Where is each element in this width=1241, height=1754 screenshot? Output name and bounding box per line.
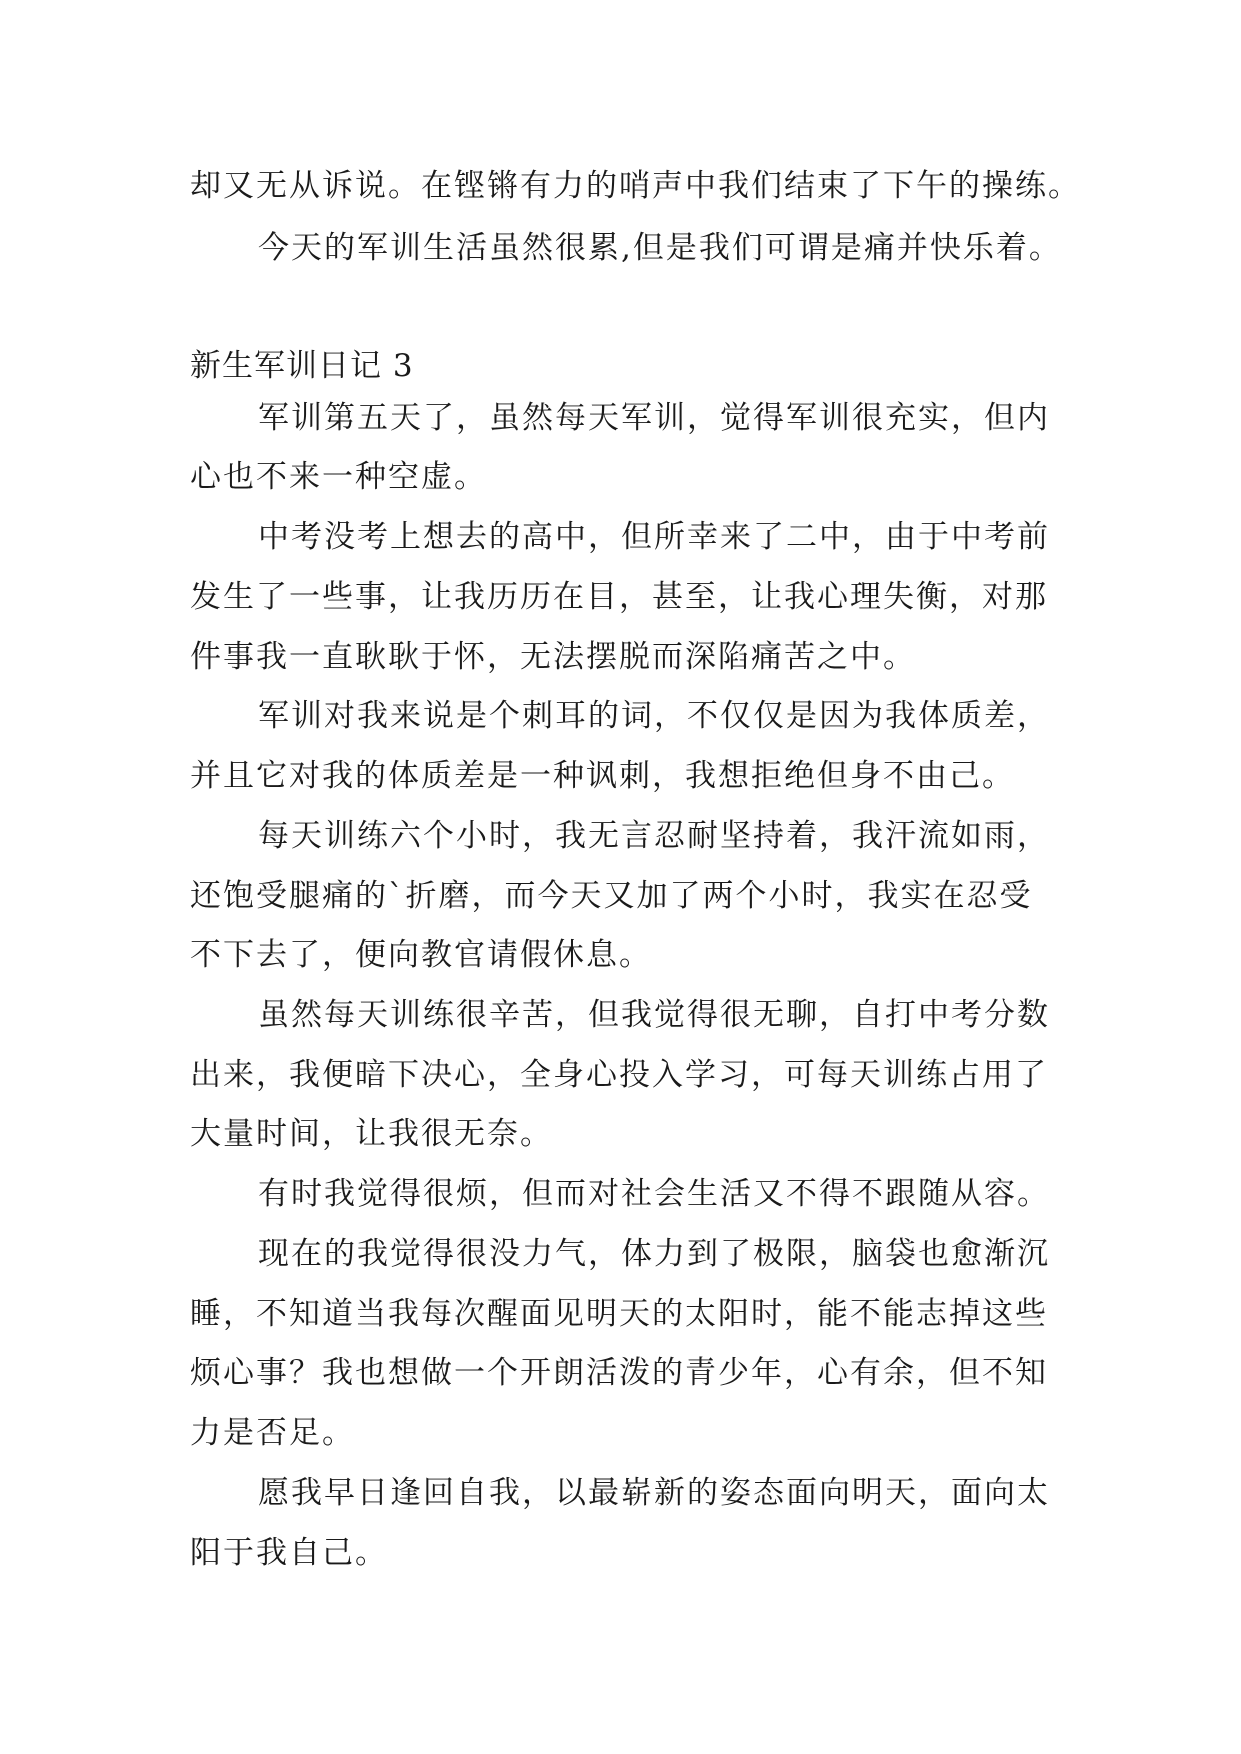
text-line: 力是否足。	[190, 1415, 355, 1451]
text-line: 心也不来一种空虚。	[190, 459, 487, 495]
text-line: 发生了一些事，让我历历在目，甚至，让我心理失衡，对那	[190, 579, 1048, 615]
text-line: 还饱受腿痛的`折磨，而今天又加了两个小时，我实在忍受	[190, 878, 1033, 914]
section-heading: 新生军训日记 3	[190, 348, 414, 384]
text-line: 现在的我觉得很没力气，体力到了极限，脑袋也愈渐沉	[258, 1236, 1050, 1272]
text-line: 却又无从诉说。在铿锵有力的哨声中我们结束了下午的操练。	[190, 168, 1081, 204]
text-line: 虽然每天训练很辛苦，但我觉得很无聊，自打中考分数	[258, 997, 1050, 1033]
text-line: 不下去了，便向教官请假休息。	[190, 937, 652, 973]
text-line: 愿我早日逢回自我，以最崭新的姿态面向明天，面向太	[258, 1475, 1050, 1511]
text-line: 出来，我便暗下决心，全身心投入学习，可每天训练占用了	[190, 1057, 1048, 1093]
text-line: 睡，不知道当我每次醒面见明天的太阳时，能不能志掉这些	[190, 1296, 1048, 1332]
text-line: 有时我觉得很烦，但而对社会生活又不得不跟随从容。	[258, 1176, 1050, 1212]
text-line: 军训对我来说是个刺耳的词，不仅仅是因为我体质差，	[258, 698, 1050, 734]
text-line: 每天训练六个小时，我无言忍耐坚持着，我汗流如雨，	[258, 818, 1050, 854]
text-line: 军训第五天了，虽然每天军训，觉得军训很充实，但内	[258, 400, 1050, 436]
text-line: 并且它对我的体质差是一种讽刺，我想拒绝但身不由己。	[190, 758, 1015, 794]
text-line: 中考没考上想去的高中，但所幸来了二中，由于中考前	[258, 519, 1050, 555]
text-line: 大量时间，让我很无奈。	[190, 1116, 553, 1152]
text-line: 烦心事？我也想做一个开朗活泼的青少年，心有余，但不知	[190, 1355, 1048, 1391]
text-line: 阳于我自己。	[190, 1535, 388, 1571]
text-line: 今天的军训生活虽然很累,但是我们可谓是痛并快乐着。	[258, 230, 1062, 266]
text-line: 件事我一直耿耿于怀，无法摆脱而深陷痛苦之中。	[190, 639, 916, 675]
